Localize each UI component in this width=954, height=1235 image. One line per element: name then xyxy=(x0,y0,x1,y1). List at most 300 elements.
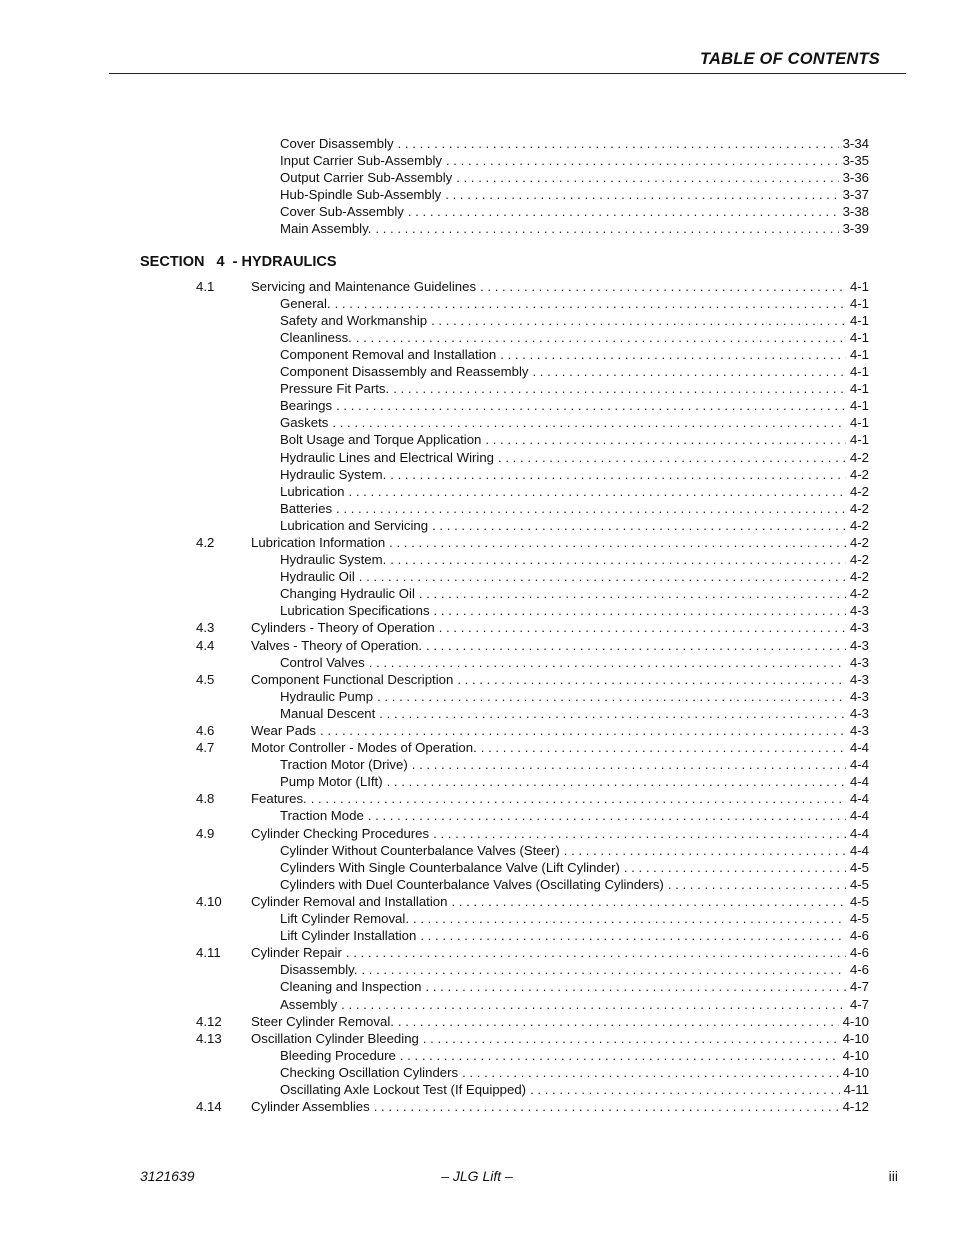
toc-dot-leader xyxy=(332,414,846,431)
toc-page-number: 4-1 xyxy=(849,329,869,345)
toc-entry-body xyxy=(251,1030,869,1047)
toc-page-number: 4-4 xyxy=(849,774,869,790)
header-rule xyxy=(109,73,906,74)
toc-entry-number: 4.9 xyxy=(196,825,215,841)
toc-page-number: 4-3 xyxy=(849,654,869,670)
toc-entry-body xyxy=(280,186,869,203)
toc-page-number: 4-4 xyxy=(849,842,869,858)
toc-subentry[interactable] xyxy=(0,1064,954,1081)
toc-dot-leader xyxy=(377,688,846,705)
toc-entry-title: Component Functional Description xyxy=(251,671,454,687)
toc-section-entry[interactable] xyxy=(0,722,954,739)
toc-entry-body xyxy=(280,910,869,927)
toc-entry-number: 4.3 xyxy=(196,620,215,636)
toc-subentry[interactable] xyxy=(0,329,954,346)
toc-entry-title: Cylinder Removal and Installation xyxy=(251,893,448,909)
toc-section-entry[interactable] xyxy=(0,619,954,636)
toc-entry-title: Input Carrier Sub-Assembly xyxy=(280,153,442,169)
toc-subentry[interactable] xyxy=(0,466,954,483)
toc-subentry[interactable] xyxy=(0,483,954,500)
toc-page-number: 4-3 xyxy=(849,688,869,704)
toc-page-number: 4-7 xyxy=(849,996,869,1012)
toc-page-number: 4-1 xyxy=(849,432,869,448)
toc-entry-body xyxy=(251,1098,869,1115)
toc-entry-title: Motor Controller - Modes of Operation. xyxy=(251,740,477,756)
toc-page-number: 4-4 xyxy=(849,740,869,756)
toc-subentry[interactable] xyxy=(0,688,954,705)
toc-dot-leader xyxy=(434,602,846,619)
toc-page-number: 4-1 xyxy=(849,398,869,414)
toc-dot-leader xyxy=(369,654,846,671)
footer-doc-number: 3121639 xyxy=(140,1168,195,1184)
toc-entry-title: Hydraulic System. xyxy=(280,466,387,482)
toc-subentry[interactable] xyxy=(0,135,954,152)
toc-subentry[interactable] xyxy=(0,961,954,978)
toc-dot-leader xyxy=(432,517,846,534)
toc-entry-title: Changing Hydraulic Oil xyxy=(280,586,415,602)
toc-entry-title: Cylinders With Single Counterbalance Valve (Lift Cylinder) xyxy=(280,859,620,875)
toc-entry-title: Main Assembly. xyxy=(280,221,372,237)
toc-entry-body xyxy=(280,169,869,186)
toc-entry-body xyxy=(280,807,869,824)
toc-dot-leader xyxy=(426,978,846,995)
toc-dot-leader xyxy=(412,756,846,773)
toc-page-number: 4-10 xyxy=(842,1047,869,1063)
toc-dot-leader xyxy=(481,739,846,756)
toc-entry-title: Lift Cylinder Removal. xyxy=(280,911,409,927)
toc-page-number: 4-1 xyxy=(849,364,869,380)
toc-entry-title: Lift Cylinder Installation xyxy=(280,928,417,944)
toc-subentry[interactable] xyxy=(0,431,954,448)
toc-entry-body xyxy=(280,654,869,671)
toc-subentry[interactable] xyxy=(0,186,954,203)
toc-entry-body xyxy=(251,637,869,654)
toc-entry-body xyxy=(280,449,869,466)
toc-section-entry[interactable] xyxy=(0,1098,954,1115)
toc-entry-number: 4.1 xyxy=(196,278,215,294)
toc-entry-body xyxy=(280,1064,869,1081)
toc-entry-title: Cylinder Checking Procedures xyxy=(251,825,430,841)
toc-entry-body xyxy=(280,152,869,169)
toc-page-number: 4-2 xyxy=(849,552,869,568)
toc-entry-title: Lubrication Specifications xyxy=(280,603,430,619)
toc-entry-title: Cleaning and Inspection xyxy=(280,979,422,995)
toc-dot-leader xyxy=(439,619,846,636)
toc-section-entry[interactable] xyxy=(0,1030,954,1047)
toc-page-number: 4-2 xyxy=(849,483,869,499)
toc-entry-title: Wear Pads xyxy=(251,723,316,738)
toc-dot-leader xyxy=(446,152,839,169)
toc-page-number: 4-4 xyxy=(849,791,869,807)
toc-dot-leader xyxy=(398,135,839,152)
toc-dot-leader xyxy=(379,705,846,722)
toc-entry-number: 4.14 xyxy=(196,1099,222,1115)
toc-page-number: 4-12 xyxy=(842,1099,869,1115)
section-entries-list xyxy=(0,278,954,1116)
toc-entry-title: Oscillating Axle Lockout Test (If Equipped) xyxy=(280,1081,527,1097)
toc-dot-leader xyxy=(320,722,846,739)
toc-page-number: 4-5 xyxy=(849,911,869,927)
toc-subentry[interactable] xyxy=(0,203,954,220)
toc-section-entry[interactable] xyxy=(0,893,954,910)
toc-entry-number: 4.11 xyxy=(196,945,221,961)
toc-dot-leader xyxy=(431,312,846,329)
toc-subentry[interactable] xyxy=(0,910,954,927)
toc-dot-leader xyxy=(336,500,846,517)
toc-entry-title: Gaskets xyxy=(280,415,329,431)
toc-page-number: 4-2 xyxy=(849,466,869,482)
toc-subentry[interactable] xyxy=(0,756,954,773)
toc-subentry[interactable] xyxy=(0,152,954,169)
toc-entry-title: Bolt Usage and Torque Application xyxy=(280,432,482,448)
toc-entry-title: Steer Cylinder Removal. xyxy=(251,1013,394,1029)
toc-entry-title: Valves - Theory of Operation. xyxy=(251,637,423,653)
toc-entry-title: Cylinder Assemblies xyxy=(251,1099,370,1115)
toc-entry-body xyxy=(251,534,869,551)
toc-entry-title: Hydraulic Oil xyxy=(280,569,355,585)
section-heading-text: SECTION 4 - HYDRAULICS xyxy=(140,253,337,270)
page-footer xyxy=(0,1168,954,1188)
toc-page-number: 4-3 xyxy=(849,637,869,653)
toc-entry-title: Bearings xyxy=(280,398,333,414)
toc-page-number: 4-4 xyxy=(849,808,869,824)
toc-dot-leader xyxy=(389,534,846,551)
toc-subentry[interactable] xyxy=(0,807,954,824)
toc-page-number: 4-10 xyxy=(842,1013,869,1029)
toc-entry-body xyxy=(280,876,869,893)
toc-page-number: 4-6 xyxy=(849,962,869,978)
toc-dot-leader xyxy=(356,329,846,346)
toc-section-entry[interactable] xyxy=(0,825,954,842)
toc-entry-title: Control Valves xyxy=(280,654,365,670)
toc-entry-body xyxy=(280,585,869,602)
toc-entry-body xyxy=(280,431,869,448)
toc-dot-leader xyxy=(387,773,846,790)
toc-subentry[interactable] xyxy=(0,842,954,859)
toc-entry-body xyxy=(280,397,869,414)
toc-dot-leader xyxy=(500,346,846,363)
toc-subentry[interactable] xyxy=(0,500,954,517)
toc-page-number: 4-1 xyxy=(849,312,869,328)
toc-page-number: 4-3 xyxy=(849,671,869,687)
toc-page-number: 4-4 xyxy=(849,825,869,841)
toc-subentry[interactable] xyxy=(0,1081,954,1098)
toc-entry-body xyxy=(280,927,869,944)
toc-entry-title: General. xyxy=(280,295,331,311)
toc-dot-leader xyxy=(393,380,846,397)
toc-entry-body xyxy=(280,346,869,363)
toc-dot-leader xyxy=(564,842,846,859)
toc-dot-leader xyxy=(341,996,846,1013)
toc-entry-title: Cylinders - Theory of Operation xyxy=(251,620,435,636)
toc-dot-leader xyxy=(420,927,846,944)
toc-entry-title: Hub-Spindle Sub-Assembly xyxy=(280,187,442,203)
toc-section-entry[interactable] xyxy=(0,671,954,688)
toc-entry-body xyxy=(280,220,869,237)
toc-entry-body xyxy=(280,859,869,876)
toc-dot-leader xyxy=(445,186,838,203)
toc-subentry[interactable] xyxy=(0,859,954,876)
toc-subentry[interactable] xyxy=(0,414,954,431)
toc-page-number: 4-3 xyxy=(849,723,869,738)
footer-page-number: iii xyxy=(888,1168,898,1184)
toc-dot-leader xyxy=(390,466,846,483)
toc-entry-body xyxy=(280,1047,869,1064)
toc-section-entry[interactable] xyxy=(0,637,954,654)
toc-page-number: 3-34 xyxy=(842,136,869,151)
toc-entry-body xyxy=(280,773,869,790)
toc-dot-leader xyxy=(419,585,846,602)
toc-subentry[interactable] xyxy=(0,220,954,237)
toc-entry-title: Hydraulic System. xyxy=(280,552,387,568)
toc-entry-body xyxy=(280,961,869,978)
toc-page-number: 4-1 xyxy=(849,381,869,397)
toc-entry-number: 4.7 xyxy=(196,740,215,756)
toc-dot-leader xyxy=(530,1081,840,1098)
toc-entry-title: Cover Disassembly xyxy=(280,136,394,151)
toc-page-number: 4-6 xyxy=(849,928,869,944)
toc-page-number: 4-2 xyxy=(849,534,869,550)
toc-page-number: 4-2 xyxy=(849,449,869,465)
toc-dot-leader xyxy=(433,825,846,842)
toc-page-number: 4-10 xyxy=(842,1030,869,1046)
toc-page-number: 4-3 xyxy=(849,603,869,619)
toc-section-entry[interactable] xyxy=(0,739,954,756)
toc-page-number: 4-5 xyxy=(849,859,869,875)
toc-entry-body xyxy=(280,483,869,500)
toc-page-number: 4-6 xyxy=(849,945,869,961)
toc-entry-number: 4.8 xyxy=(196,791,215,807)
toc-page-number: 3-39 xyxy=(842,221,869,237)
toc-page-number: 3-35 xyxy=(842,153,869,169)
toc-entry-title: Checking Oscillation Cylinders xyxy=(280,1064,459,1080)
toc-entry-title: Lubrication and Servicing xyxy=(280,517,429,533)
toc-entry-body xyxy=(280,312,869,329)
toc-entry-body xyxy=(280,466,869,483)
toc-entry-number: 4.12 xyxy=(196,1013,222,1029)
toc-dot-leader xyxy=(668,876,846,893)
toc-subentry[interactable] xyxy=(0,705,954,722)
toc-dot-leader xyxy=(456,169,838,186)
toc-entry-title: Component Disassembly and Reassembly xyxy=(280,364,529,380)
toc-page-number: 4-1 xyxy=(849,295,869,311)
toc-page-number: 4-10 xyxy=(842,1064,869,1080)
toc-entry-title: Cylinders with Duel Counterbalance Valves (Oscillating Cylinders) xyxy=(280,876,664,892)
toc-dot-leader xyxy=(346,944,846,961)
toc-entry-title: Pump Motor (LIft) xyxy=(280,774,383,790)
toc-entry-title: Output Carrier Sub-Assembly xyxy=(280,170,453,186)
toc-entry-body xyxy=(251,619,869,636)
toc-section-entry[interactable] xyxy=(0,1013,954,1030)
toc-page-number: 4-5 xyxy=(849,876,869,892)
footer-center-text: – JLG Lift – xyxy=(441,1168,513,1184)
toc-entry-title: Cleanliness. xyxy=(280,329,352,345)
toc-page-number: 4-3 xyxy=(849,705,869,721)
toc-entry-body xyxy=(251,790,869,807)
toc-subentry[interactable] xyxy=(0,363,954,380)
toc-page-number: 4-5 xyxy=(849,893,869,909)
toc-entry-body xyxy=(280,135,869,152)
toc-dot-leader xyxy=(390,551,846,568)
toc-dot-leader xyxy=(374,1098,839,1115)
toc-page-number: 4-2 xyxy=(849,500,869,516)
toc-entry-body xyxy=(280,996,869,1013)
toc-subentry[interactable] xyxy=(0,551,954,568)
toc-entry-number: 4.5 xyxy=(196,671,215,687)
toc-dot-leader xyxy=(485,431,846,448)
toc-entry-title: Disassembly. xyxy=(280,962,358,978)
toc-subentry[interactable] xyxy=(0,927,954,944)
toc-entry-body xyxy=(280,756,869,773)
toc-subentry[interactable] xyxy=(0,380,954,397)
toc-dot-leader xyxy=(423,1030,839,1047)
toc-section-entry[interactable] xyxy=(0,790,954,807)
toc-subentry[interactable] xyxy=(0,602,954,619)
toc-section-entry[interactable] xyxy=(0,278,954,295)
toc-subentry[interactable] xyxy=(0,397,954,414)
toc-subentry[interactable] xyxy=(0,654,954,671)
toc-entry-number: 4.6 xyxy=(196,723,215,738)
toc-entry-title: Manual Descent xyxy=(280,705,376,721)
toc-dot-leader xyxy=(359,568,846,585)
toc-subentry[interactable] xyxy=(0,1047,954,1064)
toc-entry-title: Hydraulic Lines and Electrical Wiring xyxy=(280,449,495,465)
toc-entry-number: 4.13 xyxy=(196,1030,222,1046)
toc-entry-title: Traction Mode xyxy=(280,808,364,824)
toc-page-number: 3-38 xyxy=(842,204,869,220)
toc-dot-leader xyxy=(400,1047,839,1064)
toc-entry-number: 4.4 xyxy=(196,637,215,653)
toc-entry-body xyxy=(280,1081,869,1098)
toc-section-entry[interactable] xyxy=(0,534,954,551)
toc-entry-title: Cylinder Without Counterbalance Valves (Steer) xyxy=(280,842,560,858)
toc-dot-leader xyxy=(335,295,846,312)
toc-entry-body xyxy=(251,278,869,295)
toc-page-number: 4-2 xyxy=(849,586,869,602)
toc-dot-leader xyxy=(498,449,846,466)
toc-subentry[interactable] xyxy=(0,996,954,1013)
toc-dot-leader xyxy=(375,220,838,237)
toc-subentry[interactable] xyxy=(0,312,954,329)
toc-dot-leader xyxy=(361,961,846,978)
toc-entry-number: 4.2 xyxy=(196,534,215,550)
toc-entry-title: Component Removal and Installation xyxy=(280,346,497,362)
toc-entry-body xyxy=(280,568,869,585)
toc-subentry[interactable] xyxy=(0,449,954,466)
toc-entry-body xyxy=(280,203,869,220)
toc-entry-body xyxy=(251,1013,869,1030)
toc-entry-body xyxy=(280,363,869,380)
toc-entry-body xyxy=(251,739,869,756)
toc-dot-leader xyxy=(451,893,845,910)
toc-entry-title: Pressure Fit Parts. xyxy=(280,381,390,397)
toc-entry-title: Cylinder Repair xyxy=(251,945,342,961)
toc-page-number: 3-37 xyxy=(842,187,869,203)
toc-entry-body xyxy=(280,329,869,346)
toc-page-number: 4-1 xyxy=(849,278,869,294)
toc-page-number: 4-1 xyxy=(849,346,869,362)
toc-dot-leader xyxy=(457,671,846,688)
toc-dot-leader xyxy=(336,397,846,414)
toc-entry-body xyxy=(280,295,869,312)
toc-entry-title: Oscillation Cylinder Bleeding xyxy=(251,1030,419,1046)
toc-entry-title: Batteries xyxy=(280,500,333,516)
toc-entry-title: Cover Sub-Assembly xyxy=(280,204,404,220)
toc-entry-body xyxy=(280,978,869,995)
toc-page-number: 4-2 xyxy=(849,517,869,533)
toc-entry-body xyxy=(280,602,869,619)
toc-page-number: 4-4 xyxy=(849,757,869,773)
section-heading xyxy=(0,248,954,276)
toc-subentry[interactable] xyxy=(0,169,954,186)
toc-entry-body xyxy=(251,825,869,842)
toc-entry-title: Features. xyxy=(251,791,307,807)
toc-entry-body xyxy=(280,705,869,722)
toc-entry-title: Lubrication Information xyxy=(251,534,386,550)
toc-dot-leader xyxy=(426,637,846,654)
toc-entry-title: Traction Motor (Drive) xyxy=(280,757,408,773)
toc-entry-body xyxy=(251,893,869,910)
toc-subentry[interactable] xyxy=(0,568,954,585)
toc-entry-body xyxy=(280,842,869,859)
toc-dot-leader xyxy=(462,1064,838,1081)
toc-dot-leader xyxy=(413,910,846,927)
toc-entry-body xyxy=(251,722,869,739)
toc-dot-leader xyxy=(311,790,846,807)
toc-dot-leader xyxy=(368,807,846,824)
toc-page-number: 4-1 xyxy=(849,415,869,431)
toc-page-number: 3-36 xyxy=(842,170,869,186)
toc-page-number: 4-3 xyxy=(849,620,869,636)
toc-dot-leader xyxy=(624,859,846,876)
table-of-contents xyxy=(0,135,954,1115)
pre-entries-list xyxy=(0,135,954,238)
toc-entry-body xyxy=(251,944,869,961)
toc-dot-leader xyxy=(480,278,846,295)
toc-subentry[interactable] xyxy=(0,773,954,790)
toc-entry-body xyxy=(280,380,869,397)
toc-dot-leader xyxy=(398,1013,839,1030)
toc-entry-body xyxy=(280,551,869,568)
toc-page-number: 4-7 xyxy=(849,979,869,995)
page-header-title: TABLE OF CONTENTS xyxy=(699,50,880,68)
toc-section-entry[interactable] xyxy=(0,944,954,961)
toc-entry-title: Safety and Workmanship xyxy=(280,312,428,328)
toc-entry-title: Bleeding Procedure xyxy=(280,1047,396,1063)
toc-subentry[interactable] xyxy=(0,295,954,312)
toc-entry-title: Assembly xyxy=(280,996,338,1012)
toc-entry-body xyxy=(280,517,869,534)
toc-entry-number: 4.10 xyxy=(196,893,222,909)
toc-entry-title: Hydraulic Pump xyxy=(280,688,374,704)
toc-dot-leader xyxy=(408,203,839,220)
toc-dot-leader xyxy=(349,483,846,500)
toc-page-number: 4-2 xyxy=(849,569,869,585)
toc-entry-title: Lubrication xyxy=(280,483,345,499)
toc-subentry[interactable] xyxy=(0,978,954,995)
toc-entry-body xyxy=(280,500,869,517)
toc-entry-title: Servicing and Maintenance Guidelines xyxy=(251,278,477,294)
toc-subentry[interactable] xyxy=(0,585,954,602)
toc-page-number: 4-11 xyxy=(843,1081,869,1097)
toc-dot-leader xyxy=(532,363,845,380)
toc-subentry[interactable] xyxy=(0,876,954,893)
toc-entry-body xyxy=(251,671,869,688)
toc-subentry[interactable] xyxy=(0,517,954,534)
toc-entry-body xyxy=(280,414,869,431)
toc-subentry[interactable] xyxy=(0,346,954,363)
toc-entry-body xyxy=(280,688,869,705)
